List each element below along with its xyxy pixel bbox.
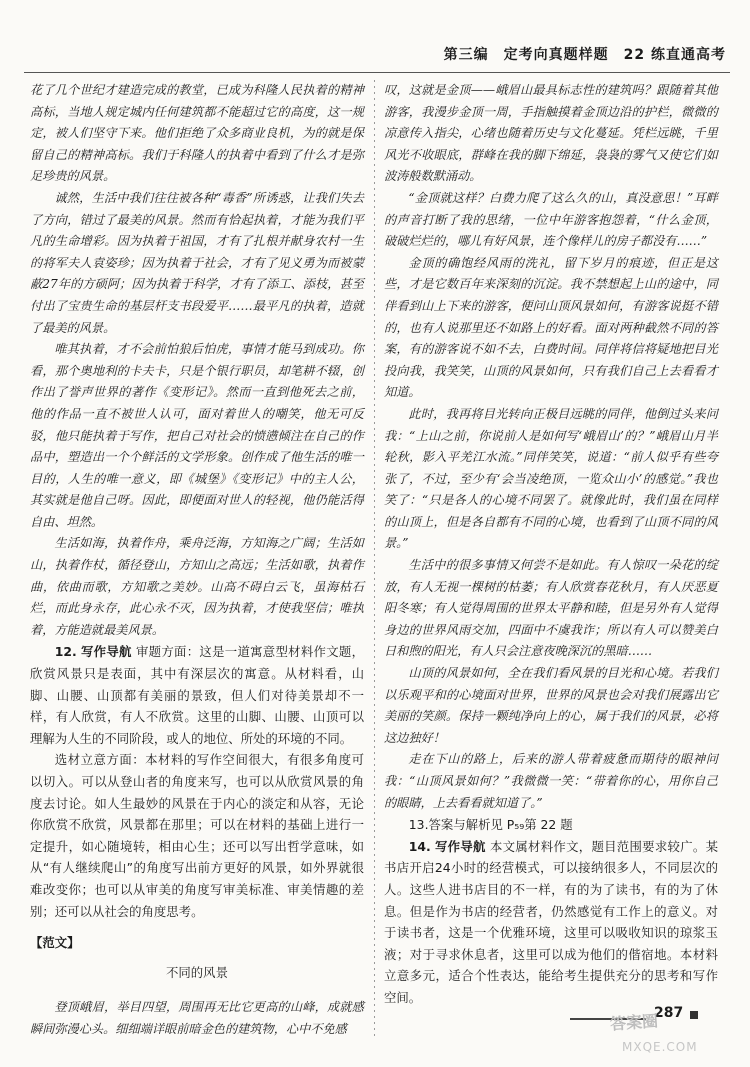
question-12-text: 审题方面：这是一道寓意型材料作文题，欣赏风景只是表面，其中有深层次的寓意。从材料看，山脚、山腰、山顶都有美丽的景致，但人们对待美景却不一样，有人欣赏，有人不欣赏。这里的山脚、山腰、山顶可以理解为人生的不同阶段，或人的地位、所处的环境的不同。 xyxy=(30,644,364,746)
essay-paragraph-1: 登顶峨眉，举目四望，周围再无比它更高的山峰，成就感瞬间弥漫心头。细细端详眼前暗金色的建筑物，心中不免感 xyxy=(30,1000,364,1036)
essay-title: 不同的风景 xyxy=(166,964,228,980)
question-12-label: 写作导航 xyxy=(80,644,132,660)
left-paragraph-2: 诚然，生活中我们往往被各种“毒香”所诱惑，让我们失去了方向，错过了最美的风景。然而有恰起执着，才能为我们平凡的生命增彩。因为执着于祖国，才有了扎根并献身农村一生的将军夫人袁姿珍；因为执着于社会，才有了见义勇为而被蒙蔽27年的方硕阿；因为执着于科学，才有了添工、添枝，甚至付出了宝贵生命的基层杆支书段爱平……最平凡的执着，造就了最美的风景。 xyxy=(30,190,364,335)
left-paragraph-3: 唯其执着，才不会前怕狼后怕虎，事情才能马到成功。你看，那个奥地利的卡夫卡，只是个银行职员，却笔耕不辍，创作出了誉声世界的著作《变形记》。然而一直到他死去之前，他的作品一直不被世人认可，面对着世人的嘲笑，他无可反驳，他只能执着于写作，把自己对社会的愤懑倾注在自己的作品中，塑造出一个个鲜活的文学形象。创作成了他生活的唯一目的，人生的唯一意义，即《城堡》《变形记》中的主人公，其实就是他自己呀。因此，即便面对世人的轻视，他仍能活得自由、坦然。 xyxy=(30,342,364,529)
left-paragraph-4: 生活如海，执着作舟，乘舟泛海，方知海之广阔；生活如山，执着作杖，循径登山，方知山之高远；生活如歌，执着作曲，依曲而歌，方知歌之美妙。山高不碍白云飞，虽海枯石烂，而此身永存，此心永不灭，因为执着，才使我坚信；唯执着，方能造就最美风景。 xyxy=(30,536,364,637)
watermark-url: MXQE.COM xyxy=(622,1040,698,1054)
question-14 xyxy=(384,836,718,1009)
right-paragraph-4: 此时，我再将目光转向正极目远眺的同伴，他倒过头来问我：“上山之前，你说前人是如何写‘峨眉山’的？”峨眉山月半轮秋，影入平羌江水流。”同伴笑笑，说道：“前人似乎有些夸张了，不过，至少有‘会当凌绝顶，一览众山小’的感觉。”我也笑了：“只是各人的心境不同罢了。就像此时，我们虽在同样的山顶上，但是各自都有不同的心境，也看到了山顶不同的风景。” xyxy=(384,406,718,551)
right-paragraph-2: “金顶就这样？白费力爬了这么久的山，真没意思！”耳畔的声音打断了我的思绪，一位中年游客抱怨着，“什么金顶，破破烂烂的，哪儿有好风景，连个像样儿的房子都没有……” xyxy=(384,190,718,249)
right-paragraph-5: 生活中的很多事情又何尝不是如此。有人惊叹一朵花的绽放，有人无视一棵树的枯萎；有人欣赏春花秋月，有人厌恶夏阳冬寒；有人觉得周围的世界太平静和睦，但是另外有人觉得身边的世界风雨交加，四面中不虞我诈；所以有人可以赞美白日和煦的阳光，有人只会注意夜晚深沉的黑暗…… xyxy=(384,558,718,659)
page-number: 287 xyxy=(654,1005,684,1021)
question-12-number: 12. xyxy=(54,644,77,660)
left-column xyxy=(30,80,364,1041)
column-divider xyxy=(374,80,375,1040)
question-14-label: 写作导航 xyxy=(434,838,486,854)
question-12 xyxy=(30,641,364,749)
right-paragraph-1: 叹，这就是金顶——峨眉山最具标志性的建筑吗？跟随着其他游客，我漫步金顶一周，手指触摸着金顶边沿的护栏，微微的凉意传入指尖，心绪也随着历史与文化蔓延。凭栏远眺，千里风光不收眼底，群峰在我的脚下绵延，袅袅的雾气又使它们如波涛般数默涌动。 xyxy=(384,83,718,184)
right-paragraph-3: 金顶的确饱经风雨的洗礼，留下岁月的痕迹，但正是这些，才是它数百年来深刻的沉淀。我不禁想起上山的途中，同伴看到山上下来的游客，便问山顶风景如何，有游客说挺不错的，也有人说那里还不如路上的好看。面对两种截然不同的答案，有的游客说不如不去，白费时间。同伴将信将疑地把目光投向我，我笑笑，山顶的风景如何，只有我们自己上去看看才知道。 xyxy=(384,255,718,400)
page-number-marker xyxy=(690,1011,698,1019)
right-paragraph-7: 走在下山的路上，后来的游人带着疲惫而期待的眼神问我：“山顶风景如何？”我微微一笑：“带着你的心，用你自己的眼睛，上去看看就知道了。” xyxy=(384,752,718,810)
question-12-paragraph-2: 选材立意方面：本材料的写作空间很大，有很多角度可以切入。可以从登山者的角度来写，也可以从欣赏风景的角度去讨论。如人生最妙的风景在于内心的淡定和从容，无论你欣赏不欣赏，风景都在那里；可以在材料的基础上进行一定提升，如心随境转，相由心生；还可以写出哲学意味，如从“有人继续爬山”的角度写出前方更好的风景，如外界就很难改变你；也可以从审美的角度写审美标准、审美情趣的差别；还可以从社会的角度思考。 xyxy=(30,752,364,919)
watermark-logo: 答案圈 xyxy=(609,1011,659,1034)
right-paragraph-6: 山顶的风景如何，全在我们看风景的目光和心境。若我们以乐观平和的心境面对世界，世界的风景也会对我们展露出它美丽的笑颜。保持一颗纯净向上的心，属于我们的风景，必将这边独好！ xyxy=(384,666,718,745)
question-14-number: 14. xyxy=(408,838,431,854)
fanwen-label: 【范文】 xyxy=(30,935,80,951)
question-14-text: 本文属材料作文，题目范围要求较广。某书店开启24小时的经营模式，可以接纳很多人，不同层次的人。这些人进书店目的不一样，有的为了读书，有的为了休息。但是作为书店的经营者，仍然感觉有工作上的意义。对于读书者，这是一个优雅环境，这里可以吸收知识的琼浆玉液；对于寻求休息者，这里可以成为他们的偕宿地。本材料立意多元，适合个性表达，能给考生提供充分的思考和写作空间。 xyxy=(384,838,718,1005)
right-column xyxy=(384,80,718,1009)
left-paragraph-1: 花了几个世纪才建造完成的教堂，已成为科隆人民执着的精神高标，当地人规定城内任何建筑都不能超过它的高度，这一规定，被人们坚守下来。他们拒绝了众多商业良机，为的就是保留自己的精神高标。我们于科隆人的执着中看到了什么才是弥足珍贵的风景。 xyxy=(30,83,364,184)
question-13: 13.答案与解析见 P₅₉第 22 题 xyxy=(408,817,573,833)
header-title: 第三编 定考向真题样题 22 练直通高考 xyxy=(443,47,726,63)
page-header xyxy=(24,0,730,73)
